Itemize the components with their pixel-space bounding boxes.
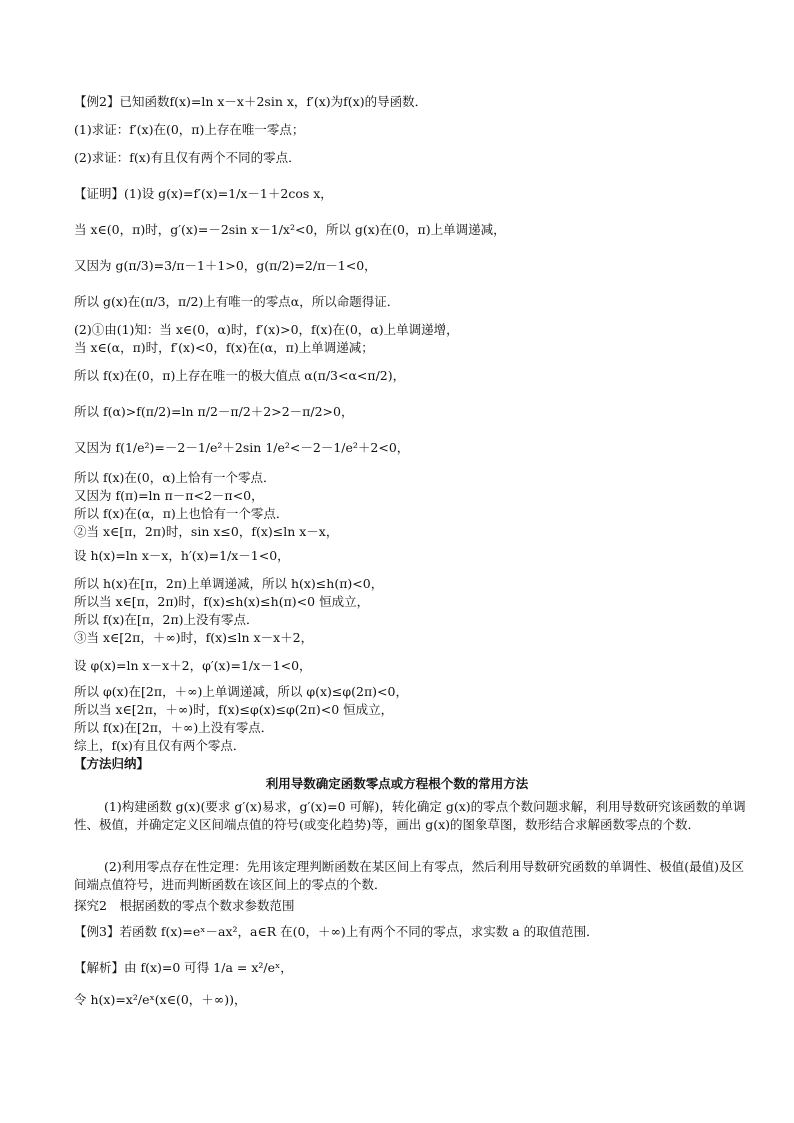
proof-line-5: (2)①由(1)知：当 x∈(0，α)时，f′(x)>0，f(x)在(0，α)上单调递增， (74, 322, 459, 337)
method-paragraph-1: (1)构建函数 g(x)(要求 g′(x)易求，g′(x)=0 可解)，转化确定 g(x)的零点个数问题求解，利用导数研究该函数的单调性、极值，并确定定义区间端点值的符号(或变化趋势)等，画出 g(x)的图象草图，数形结合求解函数零点的个数． (74, 799, 746, 832)
proof-line-1: 【证明】(1)设 g(x)=f′(x)=1/x－1＋2cos x， (74, 186, 333, 201)
example3-solution-1: 【解析】由 f(x)=0 可得 1/a = x²/eˣ， (74, 960, 293, 975)
proof-line-4: 所以 g(x)在(π/3，π/2)上有唯一的零点α，所以命题得证． (74, 294, 400, 309)
proof-line-11: 又因为 f(π)=ln π－π<2－π<0， (74, 488, 264, 503)
proof-line-10: 所以 f(x)在(0，α)上恰有一个零点． (74, 470, 276, 485)
explore-2-heading: 探究2 根据函数的零点个数求参数范围 (74, 898, 295, 913)
proof-line-12: 所以 f(x)在(α，π)上也恰有一个零点． (74, 506, 289, 521)
example2-question-1: (1)求证：f′(x)在(0，π)上存在唯一零点； (74, 122, 305, 137)
proof-line-6: 当 x∈(α，π)时，f′(x)<0，f(x)在(α，π)上单调递减； (74, 340, 374, 355)
proof-line-19: 设 φ(x)=ln x－x＋2，φ′(x)=1/x－1<0， (74, 658, 312, 673)
proof-line-20: 所以 φ(x)在[2π，＋∞)上单调递减，所以 φ(x)≤φ(2π)<0， (74, 684, 408, 699)
example3-solution-2: 令 h(x)=x²/eˣ(x∈(0，＋∞))， (74, 992, 247, 1007)
proof-line-3: 又因为 g(π/3)=3/π－1＋1>0，g(π/2)=2/π－1<0， (74, 258, 377, 273)
proof-line-8: 所以 f(α)>f(π/2)=ln π/2－π/2＋2>2－π/2>0， (74, 404, 354, 419)
example2-title: 【例2】已知函数f(x)=ln x－x＋2sin x，f′(x)为f(x)的导函数． (74, 94, 428, 109)
proof-line-16: 所以当 x∈[π，2π)时，f(x)≤h(x)≤h(π)<0 恒成立， (74, 594, 370, 609)
method-title: 利用导数确定函数零点或方程根个数的常用方法 (265, 776, 529, 791)
method-header: 【方法归纳】 (74, 756, 150, 771)
example2-question-2: (2)求证：f(x)有且仅有两个不同的零点． (74, 150, 301, 165)
proof-line-15: 所以 h(x)在[π，2π)上单调递减，所以 h(x)≤h(π)<0， (74, 576, 384, 591)
proof-line-18: ③当 x∈[2π，＋∞)时，f(x)≤ln x－x＋2， (74, 630, 314, 645)
example3-title: 【例3】若函数 f(x)=eˣ－ax²，a∈R 在(0，＋∞)上有两个不同的零点，求实数 a 的取值范围． (74, 924, 599, 939)
proof-line-7: 所以 f(x)在(0，π)上存在唯一的极大值点 α(π/3<α<π/2)， (74, 368, 406, 383)
proof-line-9: 又因为 f(1/e²)=－2－1/e²＋2sin 1/e²<－2－1/e²＋2<0， (74, 440, 410, 455)
proof-line-14: 设 h(x)=ln x－x，h′(x)=1/x－1<0， (74, 548, 290, 563)
proof-line-13: ②当 x∈[π，2π)时，sin x≤0，f(x)≤ln x－x， (74, 524, 339, 539)
method-paragraph-2: (2)利用零点存在性定理：先用该定理判断函数在某区间上有零点，然后利用导数研究函数的单调性、极值(最值)及区间端点值符号，进而判断函数在该区间上的零点的个数． (74, 859, 744, 892)
proof-line-17: 所以 f(x)在[π，2π)上没有零点． (74, 612, 259, 627)
proof-line-2: 当 x∈(0，π)时，g′(x)=－2sin x－1/x²<0，所以 g(x)在(0，π)上单调递减， (74, 222, 506, 237)
proof-line-22: 所以 f(x)在[2π，＋∞)上没有零点． (74, 720, 274, 735)
proof-line-23: 综上，f(x)有且仅有两个零点． (74, 738, 246, 753)
proof-line-21: 所以当 x∈[2π，＋∞)时，f(x)≤φ(x)≤φ(2π)<0 恒成立， (74, 702, 394, 717)
